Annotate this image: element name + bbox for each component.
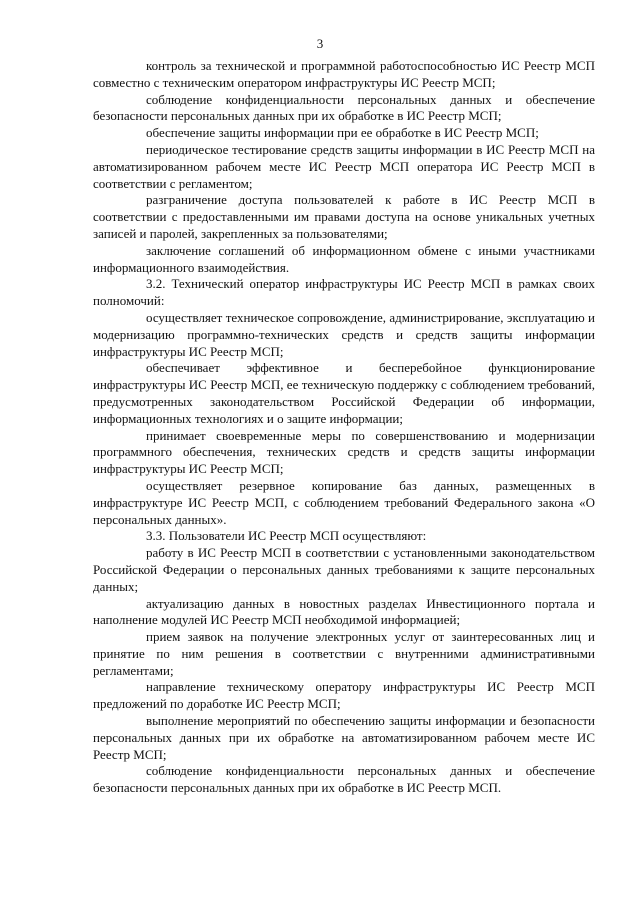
paragraph: осуществляет резервное копирование баз данных, размещенных в инфраструктуре ИС Реестр МСП, с соблюдением требований Федерального закона «О персональных данных». [93, 477, 595, 527]
page-number: 3 [316, 36, 324, 51]
paragraph: актуализацию данных в новостных разделах Инвестиционного портала и наполнение модулей ИС Реестр МСП необходимой информацией; [93, 595, 595, 628]
paragraph: направление техническому оператору инфраструктуры ИС Реестр МСП предложений по доработке ИС Реестр МСП; [93, 679, 595, 712]
section-heading-3-3: 3.3. Пользователи ИС Реестр МСП осуществляют: [146, 528, 427, 544]
paragraph: обеспечение защиты информации при ее обработке в ИС Реестр МСП; [146, 125, 539, 141]
paragraph: работу в ИС Реестр МСП в соответствии с установленными законодательством Российской Федерации о персональных данных требованиями к защите персональных данных; [93, 545, 595, 594]
paragraph: разграничение доступа пользователей к работе в ИС Реестр МСП в соответствии с предоставленными им правами доступа на основе уникальных учетных записей и паролей, закрепленных за пользователями; [93, 192, 595, 241]
paragraph: контроль за технической и программной работоспособностью ИС Реестр МСП совместно с техническим оператором инфраструктуры ИС Реестр МСП; [93, 58, 595, 90]
paragraph: выполнение мероприятий по обеспечению защиты информации и безопасности персональных данных при их обработке на автоматизированном рабочем месте ИС Реестр МСП; [93, 713, 595, 762]
document-body [93, 58, 595, 797]
paragraph: прием заявок на получение электронных услуг от заинтересованных лиц и принятие по ним решения в соответствии с внутренними административными регламентами; [93, 629, 595, 678]
paragraph: принимает своевременные меры по совершенствованию и модернизации программного обеспечения, технических средств и средств защиты информации инфраструктуры ИС Реестр МСП; [93, 427, 595, 477]
paragraph: соблюдение конфиденциальности персональных данных и обеспечение безопасности персональных данных при их обработке в ИС Реестр МСП. [93, 763, 595, 796]
paragraph: обеспечивает эффективное и бесперебойное функционирование инфраструктуры ИС Реестр МСП, ее техническую поддержку с соблюдением требований, предусмотренных законодательством Российской Федерации об информации, информационных технологиях и о защите информации; [93, 360, 595, 426]
paragraph: соблюдение конфиденциальности персональных данных и обеспечение безопасности персональных данных при их обработке в ИС Реестр МСП; [93, 91, 595, 124]
paragraph: периодическое тестирование средств защиты информации в ИС Реестр МСП на автоматизированном рабочем месте ИС Реестр МСП оператора ИС Реестр МСП в соответствии с регламентом; [93, 141, 595, 191]
paragraph: осуществляет техническое сопровождение, администрирование, эксплуатацию и модернизацию программно-технических средств и средств защиты информации инфраструктуры ИС Реестр МСП; [93, 309, 595, 359]
paragraph: заключение соглашений об информационном обмене с иными участниками информационного взаимодействия. [93, 242, 595, 275]
section-heading-3-2: 3.2. Технический оператор инфраструктуры ИС Реестр МСП в рамках своих полномочий: [93, 276, 595, 309]
